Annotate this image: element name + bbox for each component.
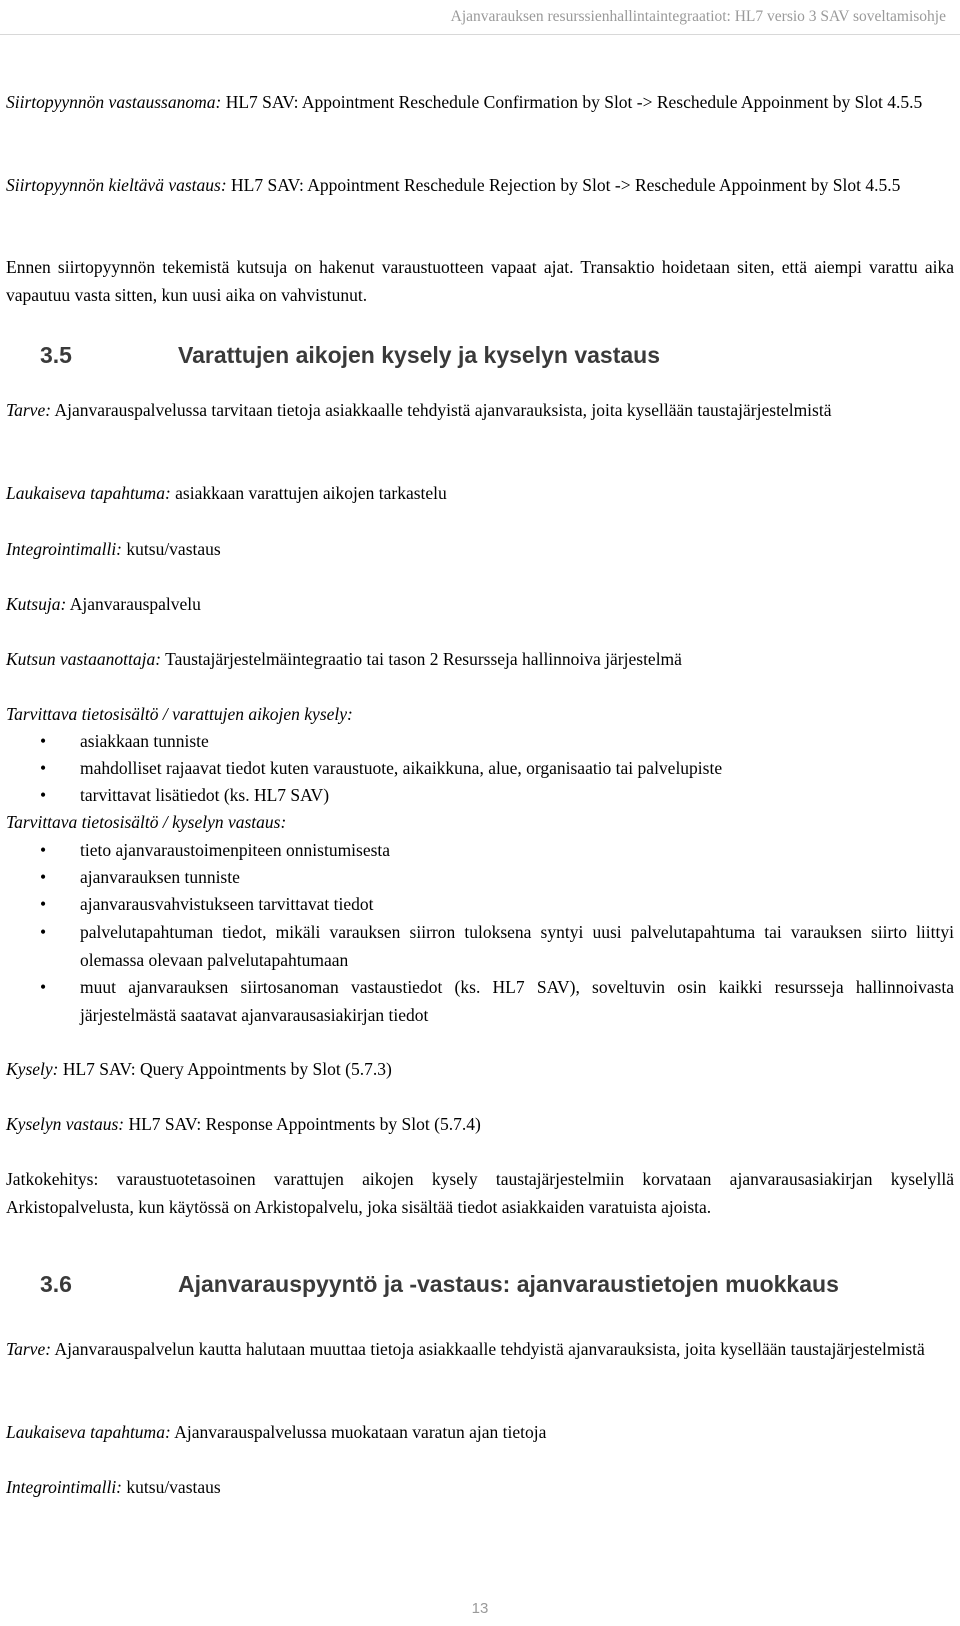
- list-item: [6, 781, 954, 809]
- label: Siirtopyynnön vastaussanoma:: [6, 92, 222, 112]
- paragraph-jatkokehitys: Jatkokehitys: varaustuotetasoinen varattujen aikojen kysely taustajärjestelmiin korvataan ajanvarausasiakirjan kyselyllä Arkistopalvelusta, kun käytössä on Arkistopalvelu, joka sisältää tiedot asiakkaiden varatuista ajoista.: [6, 1169, 954, 1217]
- list-item-text: mahdolliset rajaavat tiedot kuten varaustuote, aikaikkuna, alue, organisaatio tai palvelupiste: [80, 758, 723, 778]
- label: Kysely:: [6, 1059, 59, 1079]
- bullet: •: [40, 840, 47, 860]
- paragraph-reschedule-rejection: [6, 171, 954, 199]
- header-rule: [0, 34, 960, 35]
- text: HL7 SAV: Response Appointments by Slot (5.7.4): [124, 1114, 481, 1134]
- list-item: [6, 973, 954, 1029]
- bullet: •: [40, 894, 47, 914]
- text: HL7 SAV: Appointment Reschedule Confirmation by Slot -> Reschedule Appoinment by Slot 4.5.5: [221, 92, 923, 112]
- paragraph-reschedule-confirmation: [6, 88, 954, 116]
- text: HL7 SAV: Query Appointments by Slot (5.7.3): [58, 1059, 392, 1079]
- list-item-text: ajanvarausvahvistukseen tarvittavat tiedot: [80, 894, 374, 914]
- text: kutsu/vastaus: [122, 1477, 221, 1497]
- section-number: 3.5: [40, 342, 72, 368]
- section-number: 3.6: [40, 1271, 72, 1297]
- paragraph-kutsuja: [6, 590, 954, 618]
- paragraph-kysely: [6, 1055, 954, 1083]
- paragraph-tarve: [6, 396, 954, 424]
- section-title: Ajanvarauspyyntö ja -vastaus: ajanvaraustietojen muokkaus: [178, 1271, 839, 1297]
- paragraph-laukaiseva-3-6: [6, 1418, 954, 1446]
- label: Integrointimalli:: [6, 539, 123, 559]
- list-item: [6, 918, 954, 974]
- paragraph-integrointimalli-3-6: [6, 1473, 954, 1501]
- bullet: •: [40, 731, 47, 751]
- text: Ajanvarauspalvelussa tarvitaan tietoja asiakkaalle tehdyistä ajanvarauksista, joita kysellään taustajärjestelmistä: [51, 400, 832, 420]
- paragraph-transaction-note: Ennen siirtopyynnön tekemistä kutsuja on hakenut varaustuotteen vapaat ajat. Transaktio hoidetaan siten, että aiempi varattu aika vapautuu vasta sitten, kun uusi aika on vahvistunut.: [6, 257, 954, 305]
- label: Kyselyn vastaus:: [6, 1114, 125, 1134]
- bullet: •: [40, 922, 47, 942]
- list-item-text: palvelutapahtuman tiedot, mikäli varauksen siirron tuloksena syntyi uusi palvelutapahtuma tai varauksen siirto liittyi olemassa olevaan palvelutapahtumaan: [80, 922, 954, 970]
- text: Ajanvarauspalvelun kautta halutaan muuttaa tietoja asiakkaalle tehdyistä ajanvarauksista, joita kysellään taustajärjestelmistä: [51, 1339, 925, 1359]
- label: Tarve:: [6, 400, 52, 420]
- paragraph-tarve-3-6: [6, 1335, 954, 1363]
- bullet: •: [40, 785, 47, 805]
- kysely-list-heading: Tarvittava tietosisältö / varattujen aikojen kysely:: [6, 704, 353, 724]
- text: Taustajärjestelmäintegraatio tai tason 2 Resursseja hallinnoiva järjestelmä: [161, 649, 682, 669]
- text: HL7 SAV: Appointment Reschedule Rejection by Slot -> Reschedule Appoinment by Slot 4.5.5: [226, 175, 901, 195]
- label: Kutsun vastaanottaja:: [6, 649, 162, 669]
- section-heading-3-5: [40, 342, 660, 369]
- label: Integrointimalli:: [6, 1477, 123, 1497]
- list-item: [6, 863, 954, 891]
- text: kutsu/vastaus: [122, 539, 221, 559]
- paragraph-laukaiseva: [6, 479, 954, 507]
- running-header: Ajanvarauksen resurssienhallintaintegraatiot: HL7 versio 3 SAV soveltamisohje: [450, 8, 946, 25]
- label: Tarve:: [6, 1339, 52, 1359]
- paragraph-kyselyn-vastaus: [6, 1110, 954, 1138]
- list-item: [6, 890, 954, 918]
- vastaus-list-heading: Tarvittava tietosisältö / kyselyn vastaus:: [6, 812, 287, 832]
- bullet: •: [40, 977, 47, 997]
- text: Ajanvarauspalvelu: [66, 594, 201, 614]
- label: Siirtopyynnön kieltävä vastaus:: [6, 175, 227, 195]
- section-heading-3-6: [40, 1271, 839, 1298]
- list-item-text: ajanvarauksen tunniste: [80, 867, 240, 887]
- list-item: [6, 727, 954, 755]
- bullet: •: [40, 867, 47, 887]
- paragraph-vastaanottaja: [6, 645, 954, 673]
- paragraph-integrointimalli: [6, 535, 954, 563]
- page-number: 13: [471, 1600, 489, 1617]
- section-title: Varattujen aikojen kysely ja kyselyn vastaus: [178, 342, 661, 368]
- list-item: [6, 754, 954, 782]
- text: Ajanvarauspalvelussa muokataan varatun ajan tietoja: [170, 1422, 547, 1442]
- list-item-text: muut ajanvarauksen siirtosanoman vastaustiedot (ks. HL7 SAV), soveltuvin osin kaikki resursseja hallinnoivasta järjestelmästä saatavat ajanvarausasiakirjan tiedot: [80, 977, 954, 1025]
- bullet: •: [40, 758, 47, 778]
- list-item: [6, 836, 954, 864]
- text: asiakkaan varattujen aikojen tarkastelu: [170, 483, 447, 503]
- label: Laukaiseva tapahtuma:: [6, 1422, 171, 1442]
- list-item-text: tieto ajanvaraustoimenpiteen onnistumisesta: [80, 840, 391, 860]
- label: Kutsuja:: [6, 594, 67, 614]
- label: Laukaiseva tapahtuma:: [6, 483, 171, 503]
- list-item-text: tarvittavat lisätiedot (ks. HL7 SAV): [80, 785, 330, 805]
- list-item-text: asiakkaan tunniste: [80, 731, 209, 751]
